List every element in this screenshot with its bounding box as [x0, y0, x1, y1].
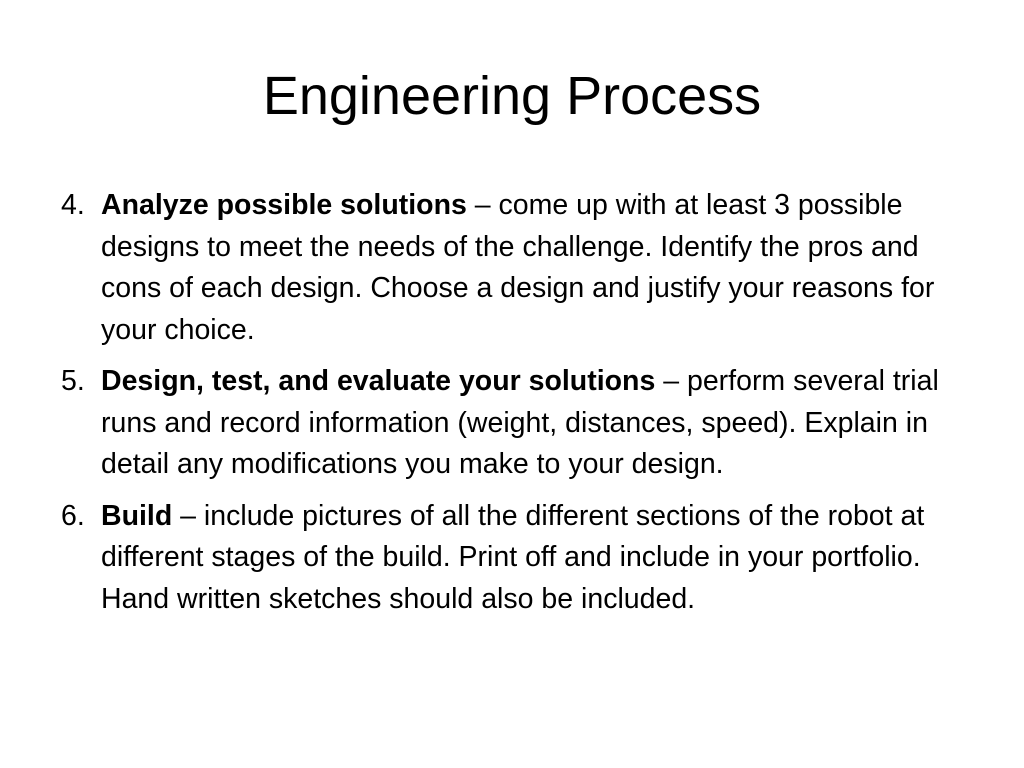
list-item — [61, 185, 981, 351]
item-text: – include pictures of all the different sections of the robot at different stages of the build. Print off and include in your portfolio. Hand written sketches should also be included. — [101, 499, 925, 615]
item-number: 5. — [61, 365, 85, 397]
list-item — [61, 361, 981, 486]
item-term: Build — [101, 499, 173, 532]
numbered-list — [61, 185, 981, 630]
list-item — [61, 496, 981, 621]
item-text: – perform several trial runs and record information (weight, distances, speed). Explain in detail any modifications you make to your design. — [101, 365, 939, 480]
item-term: Analyze possible solutions — [101, 189, 467, 221]
item-number: 6. — [61, 499, 85, 532]
item-number: 4. — [61, 189, 85, 221]
slide-title: Engineering Process — [262, 66, 762, 126]
item-term: Design, test, and evaluate your solutions — [101, 365, 656, 397]
item-text: – come up with at least 3 possible designs to meet the needs of the challenge. Identify the pros and cons of each design. Choose a design and justify your reasons for your choice. — [101, 189, 935, 346]
